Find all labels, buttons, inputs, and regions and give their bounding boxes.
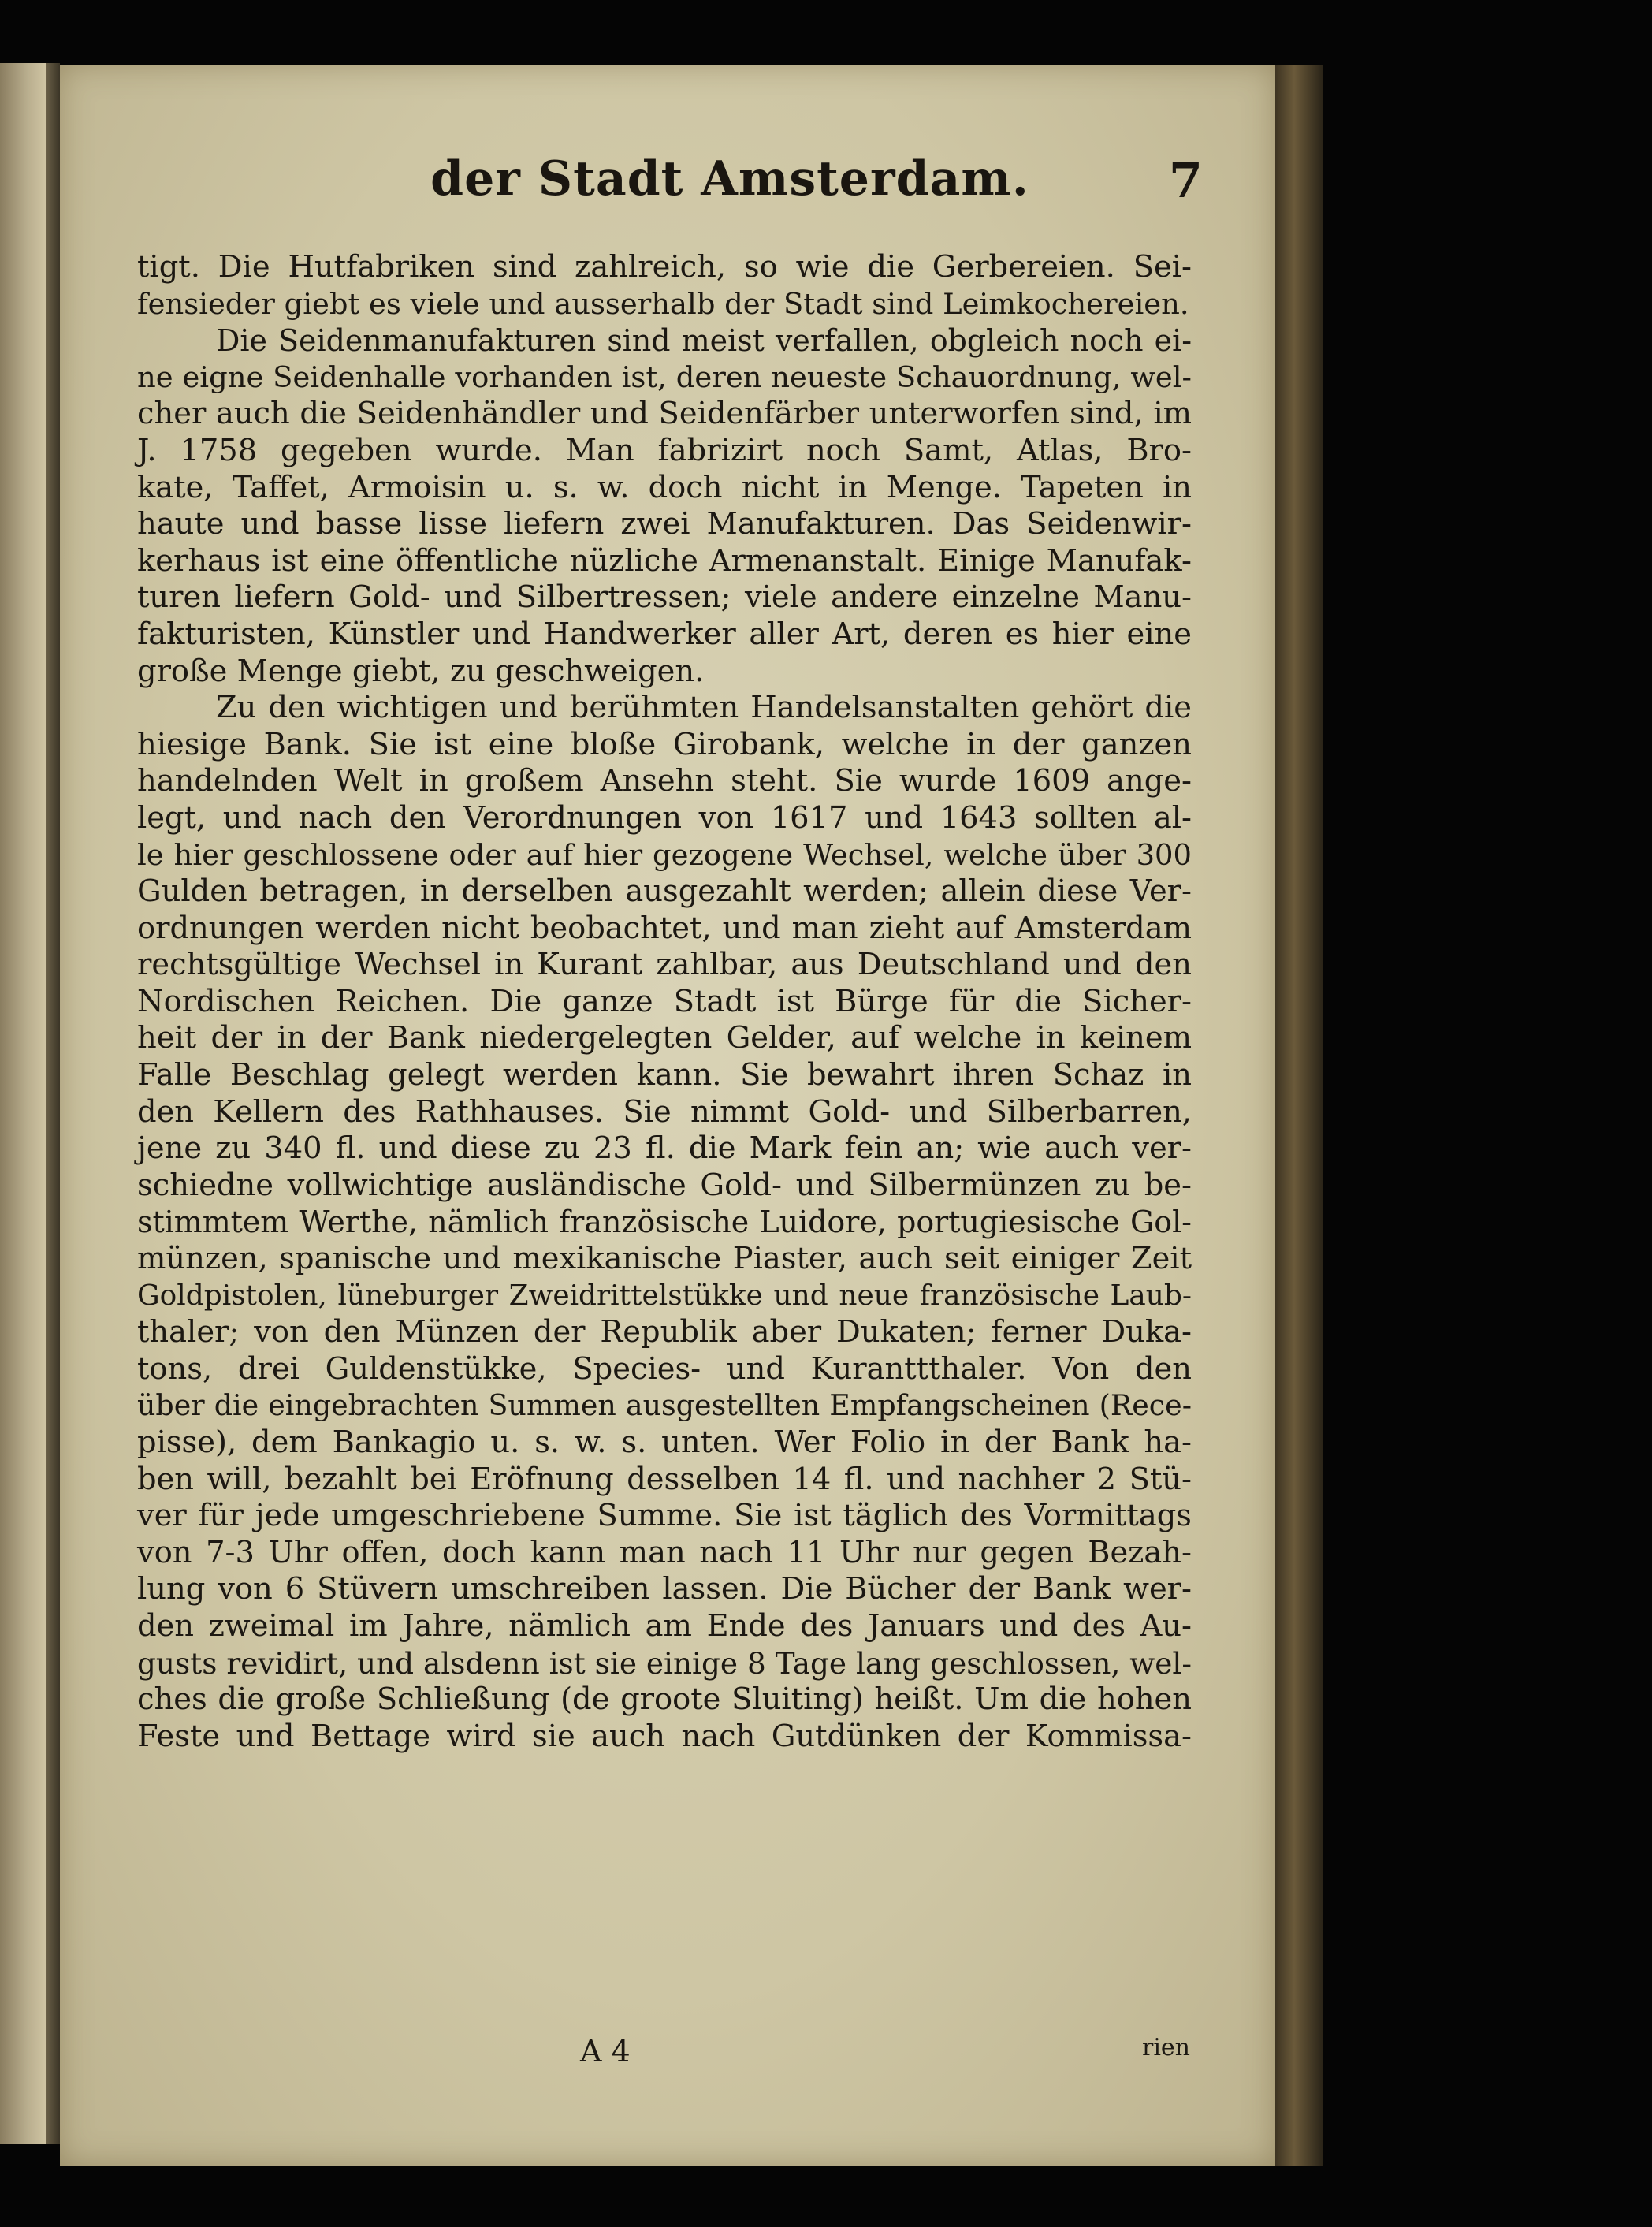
book-cover-edge	[1275, 65, 1323, 2166]
text-line: über die eingebrachten Summen ausgestellten Empfangscheinen (Rece-	[137, 1388, 1192, 1423]
text-line: tigt. Die Hutfabriken sind zahlreich, so wie die Gerbereien. Sei-	[137, 249, 1192, 285]
text-line: Gulden betragen, in derselben ausgezahlt werden; allein diese Ver-	[137, 873, 1192, 910]
text-line: le hier geschlossene oder auf hier gezogene Wechsel, welche über 300	[137, 837, 1192, 872]
text-line: Zu den wichtigen und berühmten Handelsanstalten gehört die	[216, 690, 1192, 726]
text-line: kerhaus ist eine öffentliche nüzliche Armenanstalt. Einige Manufak-	[137, 542, 1192, 579]
text-line: legt, und nach den Verordnungen von 1617 und 1643 sollten al-	[137, 799, 1192, 836]
text-line: Falle Beschlag gelegt werden kann. Sie bewahrt ihren Schaz in	[137, 1057, 1192, 1093]
text-line: ches die große Schließung (de groote Sluiting) heißt. Um die hohen	[137, 1681, 1192, 1718]
text-line: gusts revidirt, und alsdenn ist sie einige 8 Tage lang geschlossen, wel-	[137, 1645, 1192, 1681]
page-header	[60, 151, 1275, 238]
text-line: hiesige Bank. Sie ist eine bloße Girobank, welche in der ganzen	[137, 726, 1192, 762]
text-line: cher auch die Seidenhändler und Seidenfärber unterworfen sind, im	[137, 396, 1192, 432]
text-line: Die Seidenmanufakturen sind meist verfallen, obgleich noch ei-	[216, 323, 1192, 359]
text-line: fensieder giebt es viele und ausserhalb der Stadt sind Leimkochereien.	[137, 286, 1189, 321]
text-line: schiedne vollwichtige ausländische Gold- und Silbermünzen zu be-	[137, 1167, 1192, 1203]
text-line: große Menge giebt, zu geschweigen.	[137, 653, 705, 689]
page-footer	[60, 2034, 1275, 2081]
text-line: ben will, bezahlt bei Eröfnung desselben 14 fl. und nachher 2 Stü-	[137, 1461, 1192, 1497]
text-line: von 7-3 Uhr offen, doch kann man nach 11 Uhr nur gegen Bezah-	[137, 1534, 1192, 1570]
text-line: stimmtem Werthe, nämlich französische Luidore, portugiesische Gol-	[137, 1205, 1192, 1240]
text-line: kate, Taffet, Armoisin u. s. w. doch nicht in Menge. Tapeten in	[137, 469, 1192, 505]
text-line: rechtsgültige Wechsel in Kurant zahlbar, aus Deutschland und den	[137, 947, 1192, 983]
page	[60, 65, 1275, 2166]
text-line: Feste und Bettage wird sie auch nach Gutdünken der Kommissa-	[137, 1718, 1192, 1754]
text-line: ver für jede umgeschriebene Summe. Sie ist täglich des Vormittags	[137, 1498, 1192, 1534]
running-head: der Stadt Amsterdam.	[430, 151, 1029, 207]
text-line: den Kellern des Rathhauses. Sie nimmt Gold- und Silberbarren,	[137, 1093, 1192, 1130]
book-gutter	[46, 63, 60, 2144]
text-line: pisse), dem Bankagio u. s. w. s. unten. Wer Folio in der Bank ha-	[137, 1424, 1192, 1460]
text-line: tons, drei Guldenstükke, Species- und Kuranttthaler. Von den	[137, 1350, 1192, 1387]
signature-mark: A 4	[580, 2034, 631, 2069]
text-line: handelnden Welt in großem Ansehn steht. Sie wurde 1609 ange-	[137, 763, 1192, 799]
text-line: J. 1758 gegeben wurde. Man fabrizirt noch Samt, Atlas, Bro-	[137, 432, 1192, 468]
text-line: Goldpistolen, lüneburger Zweidrittelstükke und neue französische Laub-	[137, 1279, 1192, 1312]
catchword: rien	[1141, 2034, 1190, 2061]
previous-page-edge	[0, 63, 46, 2144]
text-line: turen liefern Gold- und Silbertressen; viele andere einzelne Manu-	[137, 579, 1192, 616]
text-line: heit der in der Bank niedergelegten Gelder, auf welche in keinem	[137, 1020, 1192, 1056]
text-line: ne eigne Seidenhalle vorhanden ist, deren neueste Schauordnung, wel-	[137, 359, 1192, 394]
text-line: lung von 6 Stüvern umschreiben lassen. Die Bücher der Bank wer-	[137, 1571, 1192, 1607]
text-line: haute und basse lisse liefern zwei Manufakturen. Das Seidenwir-	[137, 506, 1192, 542]
text-line: den zweimal im Jahre, nämlich am Ende des Januars und des Au-	[137, 1607, 1192, 1644]
text-line: thaler; von den Münzen der Republik aber Dukaten; ferner Duka-	[137, 1314, 1192, 1350]
page-number: 7	[1168, 151, 1203, 209]
body-text	[137, 249, 1192, 1755]
text-line: jene zu 340 fl. und diese zu 23 fl. die Mark fein an; wie auch ver-	[137, 1130, 1192, 1167]
text-line: fakturisten, Künstler und Handwerker aller Art, deren es hier eine	[137, 616, 1192, 652]
text-line: Nordischen Reichen. Die ganze Stadt ist Bürge für die Sicher-	[137, 983, 1192, 1019]
text-line: ordnungen werden nicht beobachtet, und man zieht auf Amsterdam	[137, 910, 1192, 946]
text-line: münzen, spanische und mexikanische Piaster, auch seit einiger Zeit	[137, 1241, 1192, 1277]
